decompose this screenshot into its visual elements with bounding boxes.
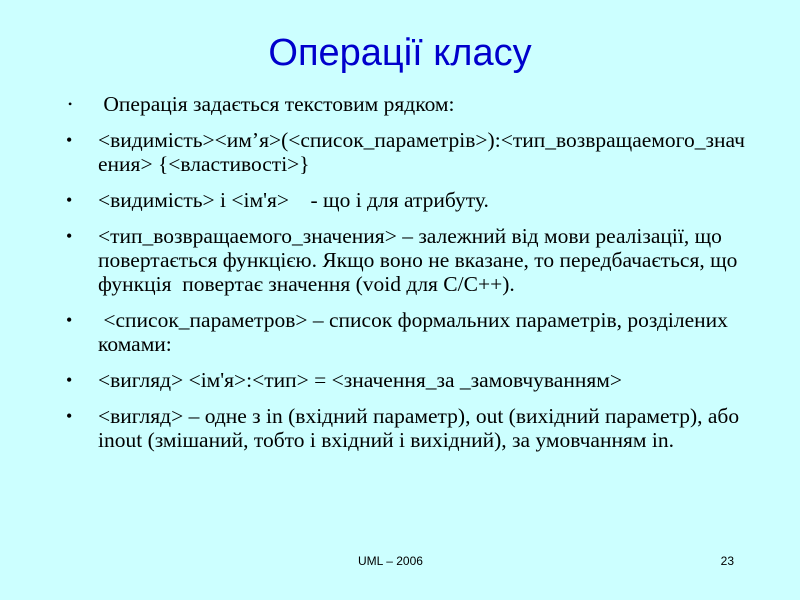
footer-text: UML – 2006 bbox=[358, 554, 423, 568]
bullet-icon: • bbox=[66, 226, 73, 246]
bullet-text: <видимість> і <ім'я> - що і для атрибуту. bbox=[98, 188, 489, 212]
bullet-text: Операція задається текстовим рядком: bbox=[98, 92, 455, 116]
bullet-text: <видимість><им’я>(<список_параметрів>):<тип_возвращаемого_значения> {<властивості>} bbox=[98, 128, 745, 176]
bullet-icon: • bbox=[66, 130, 73, 150]
bullet-text: <вигляд> <ім'я>:<тип> = <значення_за _замовчуванням> bbox=[98, 368, 622, 392]
bullet-icon: • bbox=[66, 406, 73, 426]
bullet-item-parameter-syntax bbox=[62, 368, 752, 392]
bullet-icon: • bbox=[68, 97, 73, 111]
bullet-icon: • bbox=[66, 310, 73, 330]
bullet-icon: • bbox=[66, 370, 73, 390]
bullet-icon: • bbox=[66, 190, 73, 210]
bullet-list bbox=[62, 92, 752, 464]
bullet-item-direction-kind bbox=[62, 404, 752, 452]
bullet-text: <вигляд> – одне з in (вхідний параметр), out (вихідний параметр), або inout (змішаний, тобто і вхідний і вихідний), за умовчанням in. bbox=[98, 404, 745, 452]
bullet-item-return-type bbox=[62, 224, 752, 296]
slide-title: Операції класу bbox=[268, 32, 532, 74]
bullet-item-intro bbox=[62, 92, 752, 116]
bullet-item-visibility bbox=[62, 188, 752, 212]
bullet-item-parameter-list bbox=[62, 308, 752, 356]
bullet-item-signature bbox=[62, 128, 752, 176]
page-number: 23 bbox=[720, 554, 734, 568]
bullet-text: <тип_возвращаемого_значения> – залежний від мови реалізації, що повертається функцією. Якщо воно не вказане, то передбачається, що функція повертає значення (void для C/C++). bbox=[98, 224, 743, 296]
bullet-text: <список_параметров> – список формальних параметрів, розділених комами: bbox=[98, 308, 734, 356]
